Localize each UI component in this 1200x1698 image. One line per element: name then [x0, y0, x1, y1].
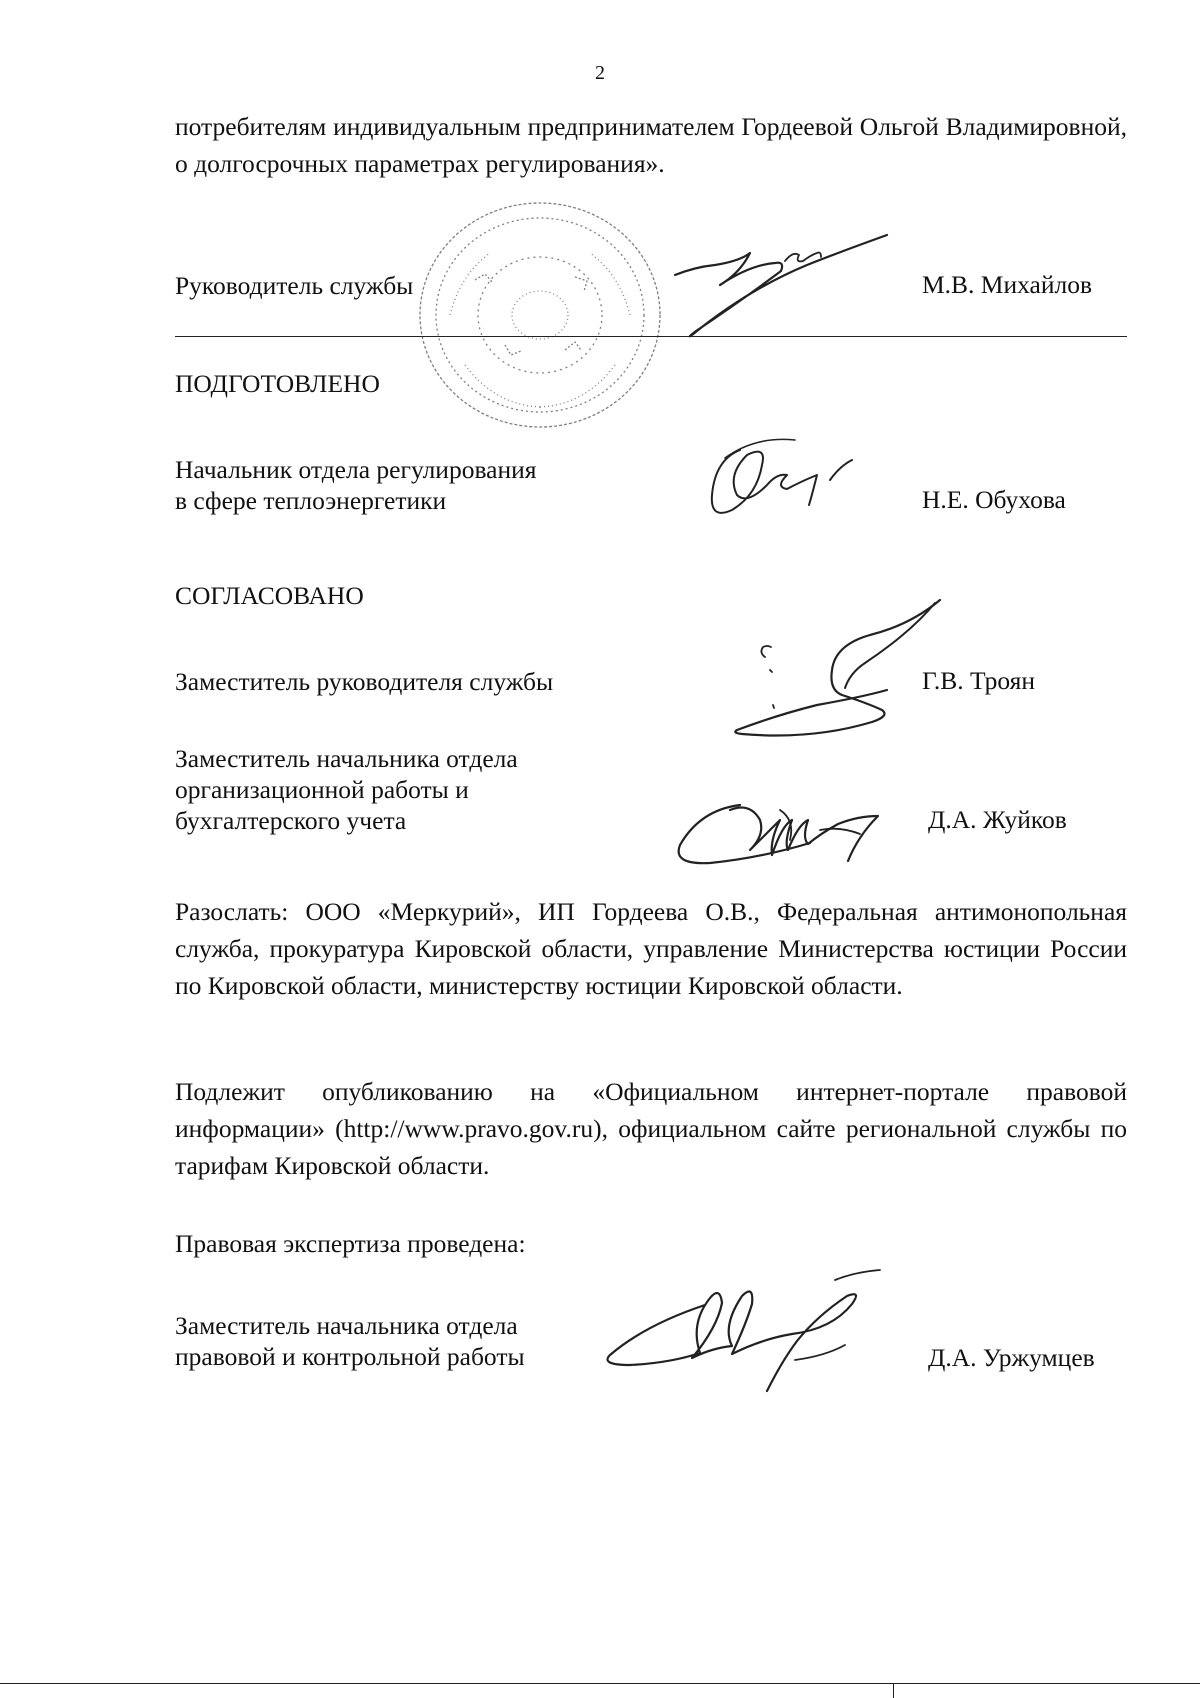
legal-review-heading: Правовая экспертиза проведена: — [175, 1229, 526, 1258]
head-name: М.В. Михайлов — [922, 270, 1093, 299]
position-line: Начальник отдела регулирования — [175, 455, 537, 484]
legal-review-position — [175, 1310, 525, 1372]
agreed-heading: СОГЛАСОВАНО — [175, 581, 364, 610]
official-seal — [405, 185, 675, 445]
position-line: Заместитель руководителя службы — [175, 667, 554, 696]
publication-paragraph: Подлежит опубликованию на «Официальном интернет-портале правовой информации» (http://www.pravo.gov.ru), официальном сайте региональной службы по тарифам Кировской области. — [175, 1077, 1127, 1180]
prepared-signature — [700, 430, 870, 530]
prepared-name: Н.Е. Обухова — [922, 485, 1066, 514]
agreed-signer-2-name: Д.А. Жуйков — [928, 805, 1067, 834]
position-line: Заместитель начальника отдела — [175, 1311, 518, 1340]
prepared-heading: ПОДГОТОВЛЕНО — [175, 369, 380, 398]
distribution-paragraph: Разослать: ООО «Меркурий», ИП Гордеева О.В., Федеральная антимонопольная служба, прокуратура Кировской области, управление Министерства юстиции России по Кировской области, министерству юстиции Кировской области. — [175, 897, 1127, 1000]
agreed-signer-1-name: Г.В. Троян — [922, 666, 1035, 695]
position-line: Заместитель начальника отдела — [175, 744, 518, 773]
position-line: бухгалтерского учета — [175, 806, 407, 835]
page-number: 2 — [595, 62, 605, 84]
separator-line — [175, 336, 1127, 337]
footer-tick — [893, 1683, 894, 1698]
head-signature — [665, 225, 895, 345]
footer-line — [0, 1683, 1200, 1684]
legal-review-signature — [595, 1265, 895, 1405]
position-line: правовой и контрольной работы — [175, 1342, 525, 1371]
agreed-signer-1-position — [175, 666, 553, 697]
intro-paragraph: потребителям индивидуальным предпринимателем Гордеевой Ольгой Владимировной, о долгосрочных параметрах регулирования». — [175, 112, 1127, 178]
agreed-signer-2-position — [175, 743, 518, 836]
head-title: Руководитель службы — [175, 271, 414, 300]
agreed-signer-1-signature — [695, 595, 955, 755]
position-line: организационной работы и — [175, 775, 469, 804]
agreed-signer-2-signature — [670, 790, 910, 880]
position-line: в сфере теплоэнергетики — [175, 486, 447, 515]
prepared-position — [175, 454, 537, 516]
legal-review-name: Д.А. Уржумцев — [928, 1343, 1095, 1372]
